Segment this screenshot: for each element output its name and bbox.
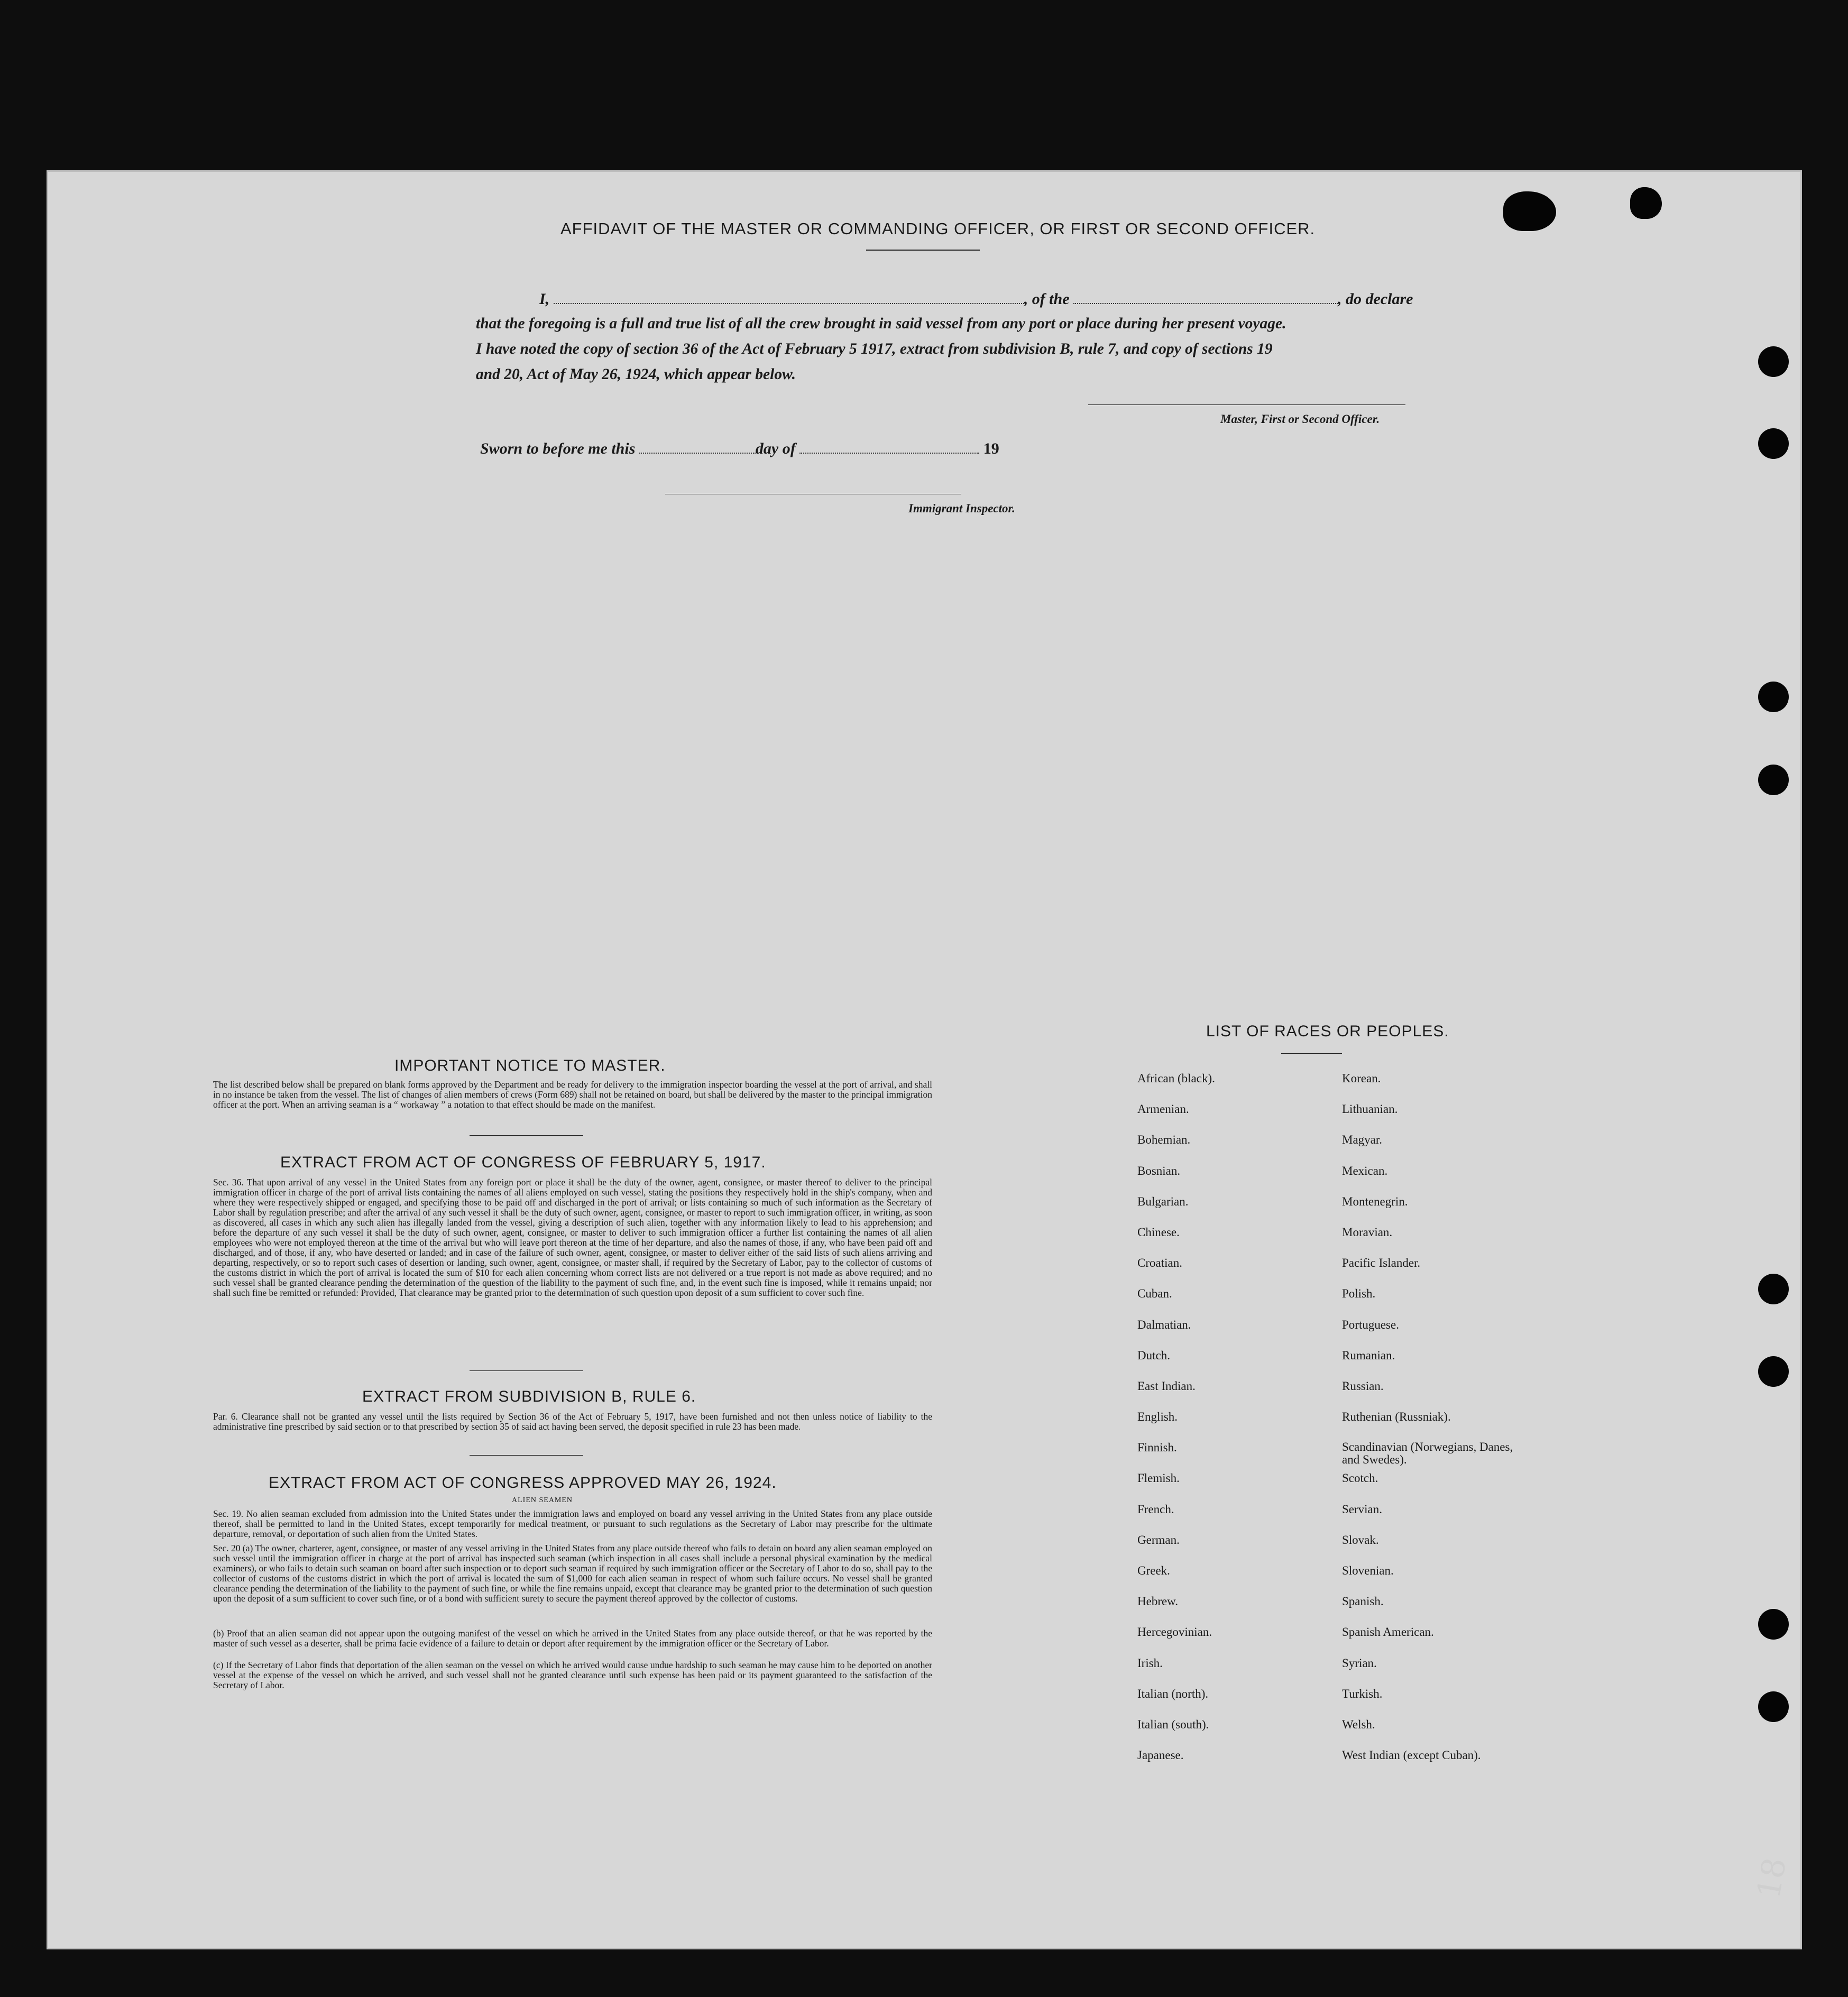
ink-blot xyxy=(1630,187,1662,219)
punch-hole xyxy=(1758,428,1789,459)
race-item: Magyar. xyxy=(1342,1133,1383,1147)
race-item: Ruthenian (Russniak). xyxy=(1342,1410,1451,1424)
race-item: Polish. xyxy=(1342,1287,1376,1301)
sworn-month-blank[interactable] xyxy=(799,450,979,454)
race-item: Servian. xyxy=(1342,1502,1383,1516)
race-item: Italian (south). xyxy=(1137,1717,1209,1731)
race-item: Cuban. xyxy=(1137,1287,1172,1301)
affidavit-line-4: and 20, Act of May 26, 1924, which appear below. xyxy=(476,366,796,383)
divider xyxy=(470,1135,583,1136)
race-item: Rumanian. xyxy=(1342,1348,1395,1362)
race-item: Dalmatian. xyxy=(1137,1318,1191,1331)
race-item: East Indian. xyxy=(1137,1379,1196,1393)
race-item: Korean. xyxy=(1342,1072,1381,1085)
sworn-year: 19 xyxy=(983,440,999,457)
race-item: Slovak. xyxy=(1342,1533,1379,1547)
extract-1924-subtitle: ALIEN SEAMEN xyxy=(512,1496,573,1504)
race-item: Syrian. xyxy=(1342,1656,1377,1670)
extract-1924-title: EXTRACT FROM ACT OF CONGRESS APPROVED MAY 26, 1924. xyxy=(269,1474,777,1492)
race-item: Hebrew. xyxy=(1137,1595,1179,1608)
extract-1924-sec20c: (c) If the Secretary of Labor finds that deportation of the alien seaman on the vessel on which he arrived would cause undue hardship to such seaman he may cause him to be deported on another vessel at the expense of the vessel on which he arrived, and such vessel shall not be granted clearance until such expense has been paid or its payment guaranteed to the satisfaction of the Secretary of Labor. xyxy=(213,1660,932,1690)
race-item: Armenian. xyxy=(1137,1102,1189,1116)
handwritten-page-number: 18 xyxy=(1750,1855,1794,1901)
master-signature-line[interactable] xyxy=(1088,404,1405,405)
race-item: Spanish. xyxy=(1342,1595,1384,1608)
race-item: African (black). xyxy=(1137,1072,1215,1085)
race-item: Finnish. xyxy=(1137,1441,1177,1455)
extract-1924-sec20b: (b) Proof that an alien seaman did not appear upon the outgoing manifest of the vessel on which he arrived in the United States from any place outside thereof, or that he was reported by the master of such vessel as a deserter, shall be prima facie evidence of a failure to detain or deport after requirement by the immigration officer or the Secretary of Labor. xyxy=(213,1628,932,1649)
race-item: Portuguese. xyxy=(1342,1318,1399,1331)
ink-blot xyxy=(1503,191,1556,231)
race-item: Russian. xyxy=(1342,1379,1384,1393)
race-item: Bulgarian. xyxy=(1137,1194,1189,1208)
punch-hole xyxy=(1758,1274,1789,1304)
race-item: English. xyxy=(1137,1410,1178,1424)
divider xyxy=(866,250,980,251)
affidavit-declare: , do declare xyxy=(1338,290,1413,308)
race-item: Pacific Islander. xyxy=(1342,1256,1421,1270)
race-item: West Indian (except Cuban). xyxy=(1342,1748,1481,1762)
affidavit-title: AFFIDAVIT OF THE MASTER OR COMMANDING OFFICER, OR FIRST OR SECOND OFFICER. xyxy=(560,219,1316,238)
extract-1917-title: EXTRACT FROM ACT OF CONGRESS OF FEBRUARY 5, 1917. xyxy=(280,1154,766,1171)
punch-hole xyxy=(1758,1691,1789,1722)
affidavit-line-3: I have noted the copy of section 36 of the Act of February 5 1917, extract from subdivision B, rule 7, and copy of sections 19 xyxy=(476,340,1273,357)
races-title: LIST OF RACES OR PEOPLES. xyxy=(1206,1023,1449,1040)
race-item: Greek. xyxy=(1137,1564,1170,1577)
affidavit-line-1 xyxy=(476,290,1459,308)
extract-1924-sec20a: Sec. 20 (a) The owner, charterer, agent, consignee, or master of any vessel arriving in the United States from any place outside thereof who fails to detain on board any alien seaman employed on such vessel until the immigration officer in charge at the port of arrival has inspected such seaman (which inspection in all cases shall include a personal physical examination by the medical examiners), or who fails to detain such seaman on board after such inspection or to deport such seaman if required by such immigration officer or the Secretary of Labor to do so, shall pay to the collector of customs of the customs district in which the port of arrival is located the sum of $1,000 for each alien seaman in respect of whom such failure occurs. No vessel shall be granted clearance pending the determination of the liability to the payment of such fine, or while the fine remains unpaid, except that clearance may be granted prior to the determination of such question upon the deposit of a sum sufficient to cover such fine, or of a bond with sufficient surety to secure the payment thereof approved by the collector of customs. xyxy=(213,1543,932,1604)
sworn-day: day of xyxy=(755,440,796,457)
race-item: Bosnian. xyxy=(1137,1164,1181,1177)
sworn-day-blank[interactable] xyxy=(639,450,756,454)
document-page xyxy=(47,170,1802,1949)
race-item: Moravian. xyxy=(1342,1225,1393,1239)
race-item: Hercegovinian. xyxy=(1137,1625,1212,1639)
race-item: French. xyxy=(1137,1502,1174,1516)
race-item: Mexican. xyxy=(1342,1164,1388,1177)
race-item: Croatian. xyxy=(1137,1256,1182,1270)
punch-hole xyxy=(1758,682,1789,712)
race-item: Montenegrin. xyxy=(1342,1194,1408,1208)
race-item: Slovenian. xyxy=(1342,1564,1394,1577)
divider xyxy=(470,1370,583,1371)
divider xyxy=(1281,1053,1342,1054)
extract-1924-sec19: Sec. 19. No alien seaman excluded from admission into the United States under the immigration laws and employed on board any vessel arriving in the United States from any place outside thereof, shall be permitted to land in the United States, except temporarily for medical treatment, or pursuant to such regulations as the Secretary of Labor may prescribe for the ultimate departure, removal, or deportation of such alien from the United States. xyxy=(213,1508,932,1539)
race-item: Scotch. xyxy=(1342,1471,1378,1485)
rule-6-body: Par. 6. Clearance shall not be granted any vessel until the lists required by Section 36 of the Act of February 5, 1917, have been furnished and not then unless notice of liability to the administrative fine prescribed by said section or to that prescribed by section 35 of said act having been served, the deposit specified in rule 23 has been made. xyxy=(213,1411,932,1432)
race-item: German. xyxy=(1137,1533,1180,1547)
race-item: Spanish American. xyxy=(1342,1625,1434,1639)
race-item: Scandinavian (Norwegians, Danes, and Swedes). xyxy=(1342,1440,1513,1467)
extract-1917-body: Sec. 36. That upon arrival of any vessel in the United States from any foreign port or place it shall be the duty of the owner, agent, consignee, or master thereof to deliver to the principal immigration officer in charge of the port of arrival lists containing the names of all aliens employed on such vessel, stating the positions they respectively hold in the ship's company, when and where they were respectively shipped or engaged, and specifying those to be paid off and discharged in the port of arrival; or lists containing so much of such information as the Secretary of Labor shall by regulation prescribe; and after the arrival of any such vessel it shall be the duty of such owner, agent, consignee, or master to report to such immigration officer, in writing, as soon as discovered, all cases in which any such alien has illegally landed from the vessel, giving a description of such alien, together with any information likely to lead to his apprehension; and before the departure of any such vessel it shall be the duty of such owner, agent, consignee, or master to deliver to such immigration officer a further list containing the names of all alien employees who were not employed thereon at the time of the arrival but who will leave port thereon at the time of her departure, and also the names of those, if any, who have been paid off and discharged, and of those, if any, who have deserted or landed; and in case of the failure of such owner, agent, consignee, or master to deliver either of the said lists of such aliens arriving and departing, respectively, or so to report such cases of desertion or landing, such owner, agent, consignee, or master shall, if required by the Secretary of Labor, pay to the collector of customs of the customs district in which the port of arrival is located the sum of $10 for each alien concerning whom correct lists are not delivered or a true report is not made as above required; and no such vessel shall be granted clearance pending the determination of the question of the liability to the payment of such fine, and, in the event such fine is imposed, while it remains unpaid; nor shall such fine be remitted or refunded: Provided, That clearance may be granted prior to the determination of such question upon deposit of a sum sufficient to cover such fine. xyxy=(213,1177,932,1298)
punch-hole xyxy=(1758,1609,1789,1640)
divider xyxy=(470,1455,583,1456)
race-item: Bohemian. xyxy=(1137,1133,1191,1147)
race-item: Irish. xyxy=(1137,1656,1163,1670)
race-item: Welsh. xyxy=(1342,1717,1375,1731)
sworn-prefix: Sworn to before me this xyxy=(480,440,636,457)
race-item: Turkish. xyxy=(1342,1687,1383,1700)
race-item: Chinese. xyxy=(1137,1225,1180,1239)
races-left-column xyxy=(1137,1072,1215,1779)
race-item: Lithuanian. xyxy=(1342,1102,1398,1116)
vessel-blank[interactable] xyxy=(1073,301,1338,304)
notice-title: IMPORTANT NOTICE TO MASTER. xyxy=(394,1057,666,1074)
sworn-line xyxy=(480,440,999,458)
affidavit-of-the: , of the xyxy=(1024,290,1070,308)
name-blank[interactable] xyxy=(554,301,1024,304)
punch-hole xyxy=(1758,765,1789,795)
race-item: Italian (north). xyxy=(1137,1687,1209,1700)
race-item: Japanese. xyxy=(1137,1748,1184,1762)
inspector-label: Immigrant Inspector. xyxy=(908,502,1015,515)
affidavit-line-2: that the foregoing is a full and true list of all the crew brought in said vessel from any port or place during her present voyage. xyxy=(476,315,1286,332)
notice-body: The list described below shall be prepared on blank forms approved by the Department and be ready for delivery to the immigration inspector boarding the vessel at the port of arrival, and shall in no instance be taken from the vessel. The list of changes of alien members of crews (Form 689) shall not be retained on board, but shall be delivered by the master to the principal immigration officer at the port. When an arriving seaman is a “ workaway ” a notation to that effect should be made on the manifest. xyxy=(213,1079,932,1110)
race-item: Dutch. xyxy=(1137,1348,1170,1362)
punch-hole xyxy=(1758,346,1789,377)
master-label: Master, First or Second Officer. xyxy=(1220,412,1380,426)
races-right-column xyxy=(1342,1072,1516,1779)
rule-6-title: EXTRACT FROM SUBDIVISION B, RULE 6. xyxy=(362,1388,696,1405)
race-item: Flemish. xyxy=(1137,1471,1180,1485)
affidavit-i: I, xyxy=(539,290,550,308)
punch-hole xyxy=(1758,1356,1789,1387)
